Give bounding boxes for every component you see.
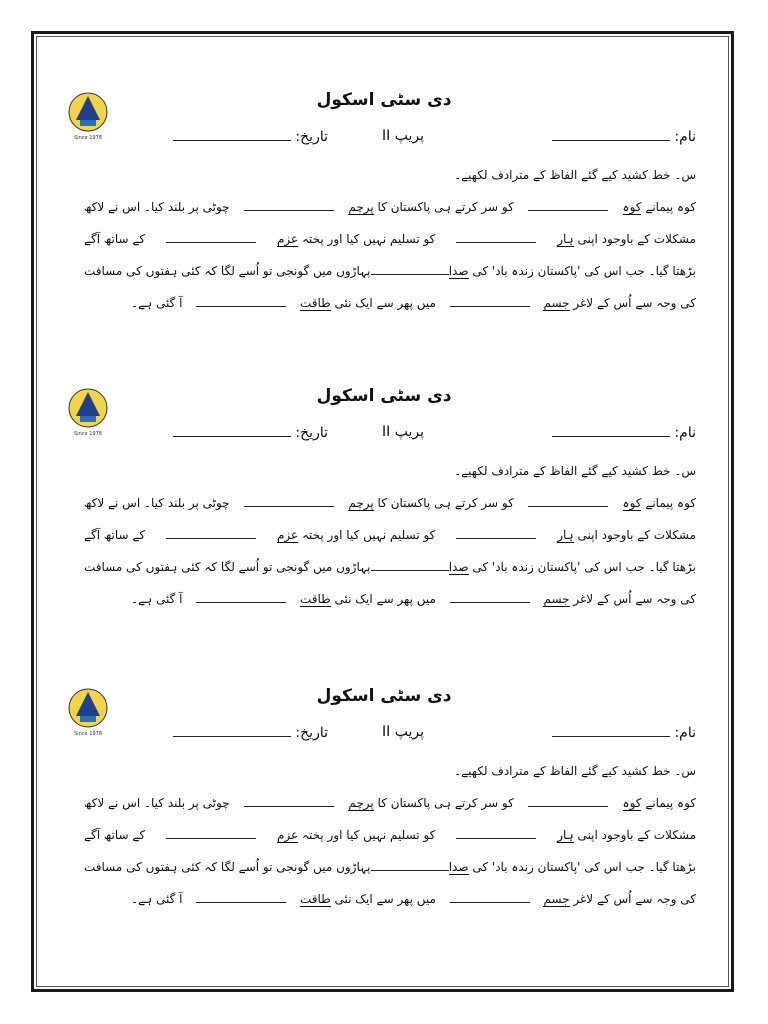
answer-blank[interactable]: [450, 306, 530, 307]
answer-blank[interactable]: [244, 806, 334, 807]
answer-blank[interactable]: [196, 902, 286, 903]
sentence-line-3: بڑھتا گیا۔ جب اس کی 'پاکستان زندہ باد' کی صدا پہاڑوں میں گونجی تو اُسے لگا کہ کئی ہفتوں کی مسافت: [84, 560, 696, 574]
name-field[interactable]: [552, 424, 696, 441]
sentence-line-1: کوہ پیمانے کوہ کو سر کرتے ہی پاکستان کا پرچم چوٹی پر بلند کیا۔ اس نے لاکھ: [84, 200, 696, 214]
name-label: نام:: [674, 129, 696, 145]
answer-blank[interactable]: [371, 870, 449, 871]
answer-blank[interactable]: [456, 838, 536, 839]
date-field[interactable]: [173, 424, 328, 441]
school-title: دی سٹی اسکول: [316, 686, 452, 706]
answer-blank[interactable]: [528, 506, 608, 507]
logo-caption: Since 1978: [74, 731, 102, 737]
name-label: نام:: [674, 725, 696, 741]
date-field[interactable]: [173, 128, 328, 145]
answer-blank[interactable]: [450, 602, 530, 603]
answer-blank[interactable]: [528, 806, 608, 807]
worksheet-section-1: [60, 90, 708, 360]
question-text: س۔ خط کشید کیے گئے الفاظ کے مترادف لکھیے۔: [454, 764, 696, 778]
sentence-line-4: کی وجہ سے اُس کے لاغر جسم میں پھر سے ایک نئی طاقت آ گئی ہے۔: [131, 592, 696, 606]
answer-blank[interactable]: [456, 242, 536, 243]
date-field[interactable]: [173, 724, 328, 741]
sentence-line-4: کی وجہ سے اُس کے لاغر جسم میں پھر سے ایک نئی طاقت آ گئی ہے۔: [131, 296, 696, 310]
date-label: تاریخ:: [295, 725, 328, 741]
answer-blank[interactable]: [371, 274, 449, 275]
answer-blank[interactable]: [244, 506, 334, 507]
date-blank[interactable]: [173, 724, 291, 737]
logo-caption: Since 1978: [74, 135, 102, 141]
sentence-line-3: بڑھتا گیا۔ جب اس کی 'پاکستان زندہ باد' کی صدا پہاڑوں میں گونجی تو اُسے لگا کہ کئی ہفتوں کی مسافت: [84, 860, 696, 874]
name-field[interactable]: [552, 724, 696, 741]
answer-blank[interactable]: [371, 570, 449, 571]
answer-blank[interactable]: [528, 210, 608, 211]
grade-label: پریپ II: [382, 424, 424, 440]
answer-blank[interactable]: [166, 838, 256, 839]
sentence-line-2: مشکلات کے باوجود اپنی ہار کو تسلیم نہیں کیا اور پختہ عزم کے ساتھ آگے: [84, 828, 696, 842]
sentence-line-4: کی وجہ سے اُس کے لاغر جسم میں پھر سے ایک نئی طاقت آ گئی ہے۔: [131, 892, 696, 906]
name-field[interactable]: [552, 128, 696, 145]
date-label: تاریخ:: [295, 425, 328, 441]
grade-label: پریپ II: [382, 128, 424, 144]
answer-blank[interactable]: [196, 602, 286, 603]
sentence-line-2: مشکلات کے باوجود اپنی ہار کو تسلیم نہیں کیا اور پختہ عزم کے ساتھ آگے: [84, 232, 696, 246]
question-text: س۔ خط کشید کیے گئے الفاظ کے مترادف لکھیے۔: [454, 168, 696, 182]
answer-blank[interactable]: [196, 306, 286, 307]
school-title: دی سٹی اسکول: [316, 90, 452, 110]
name-blank[interactable]: [552, 424, 670, 437]
sentence-line-1: کوہ پیمانے کوہ کو سر کرتے ہی پاکستان کا پرچم چوٹی پر بلند کیا۔ اس نے لاکھ: [84, 496, 696, 510]
worksheet-section-3: [60, 686, 708, 956]
school-title: دی سٹی اسکول: [316, 386, 452, 406]
name-label: نام:: [674, 425, 696, 441]
sentence-line-1: کوہ پیمانے کوہ کو سر کرتے ہی پاکستان کا پرچم چوٹی پر بلند کیا۔ اس نے لاکھ: [84, 796, 696, 810]
date-blank[interactable]: [173, 128, 291, 141]
date-blank[interactable]: [173, 424, 291, 437]
date-label: تاریخ:: [295, 129, 328, 145]
answer-blank[interactable]: [450, 902, 530, 903]
sentence-line-3: بڑھتا گیا۔ جب اس کی 'پاکستان زندہ باد' کی صدا پہاڑوں میں گونجی تو اُسے لگا کہ کئی ہفتوں کی مسافت: [84, 264, 696, 278]
logo-caption: Since 1978: [74, 431, 102, 437]
answer-blank[interactable]: [166, 242, 256, 243]
name-blank[interactable]: [552, 128, 670, 141]
question-text: س۔ خط کشید کیے گئے الفاظ کے مترادف لکھیے۔: [454, 464, 696, 478]
sentence-line-2: مشکلات کے باوجود اپنی ہار کو تسلیم نہیں کیا اور پختہ عزم کے ساتھ آگے: [84, 528, 696, 542]
answer-blank[interactable]: [244, 210, 334, 211]
grade-label: پریپ II: [382, 724, 424, 740]
worksheet-section-2: [60, 386, 708, 656]
name-blank[interactable]: [552, 724, 670, 737]
answer-blank[interactable]: [456, 538, 536, 539]
answer-blank[interactable]: [166, 538, 256, 539]
